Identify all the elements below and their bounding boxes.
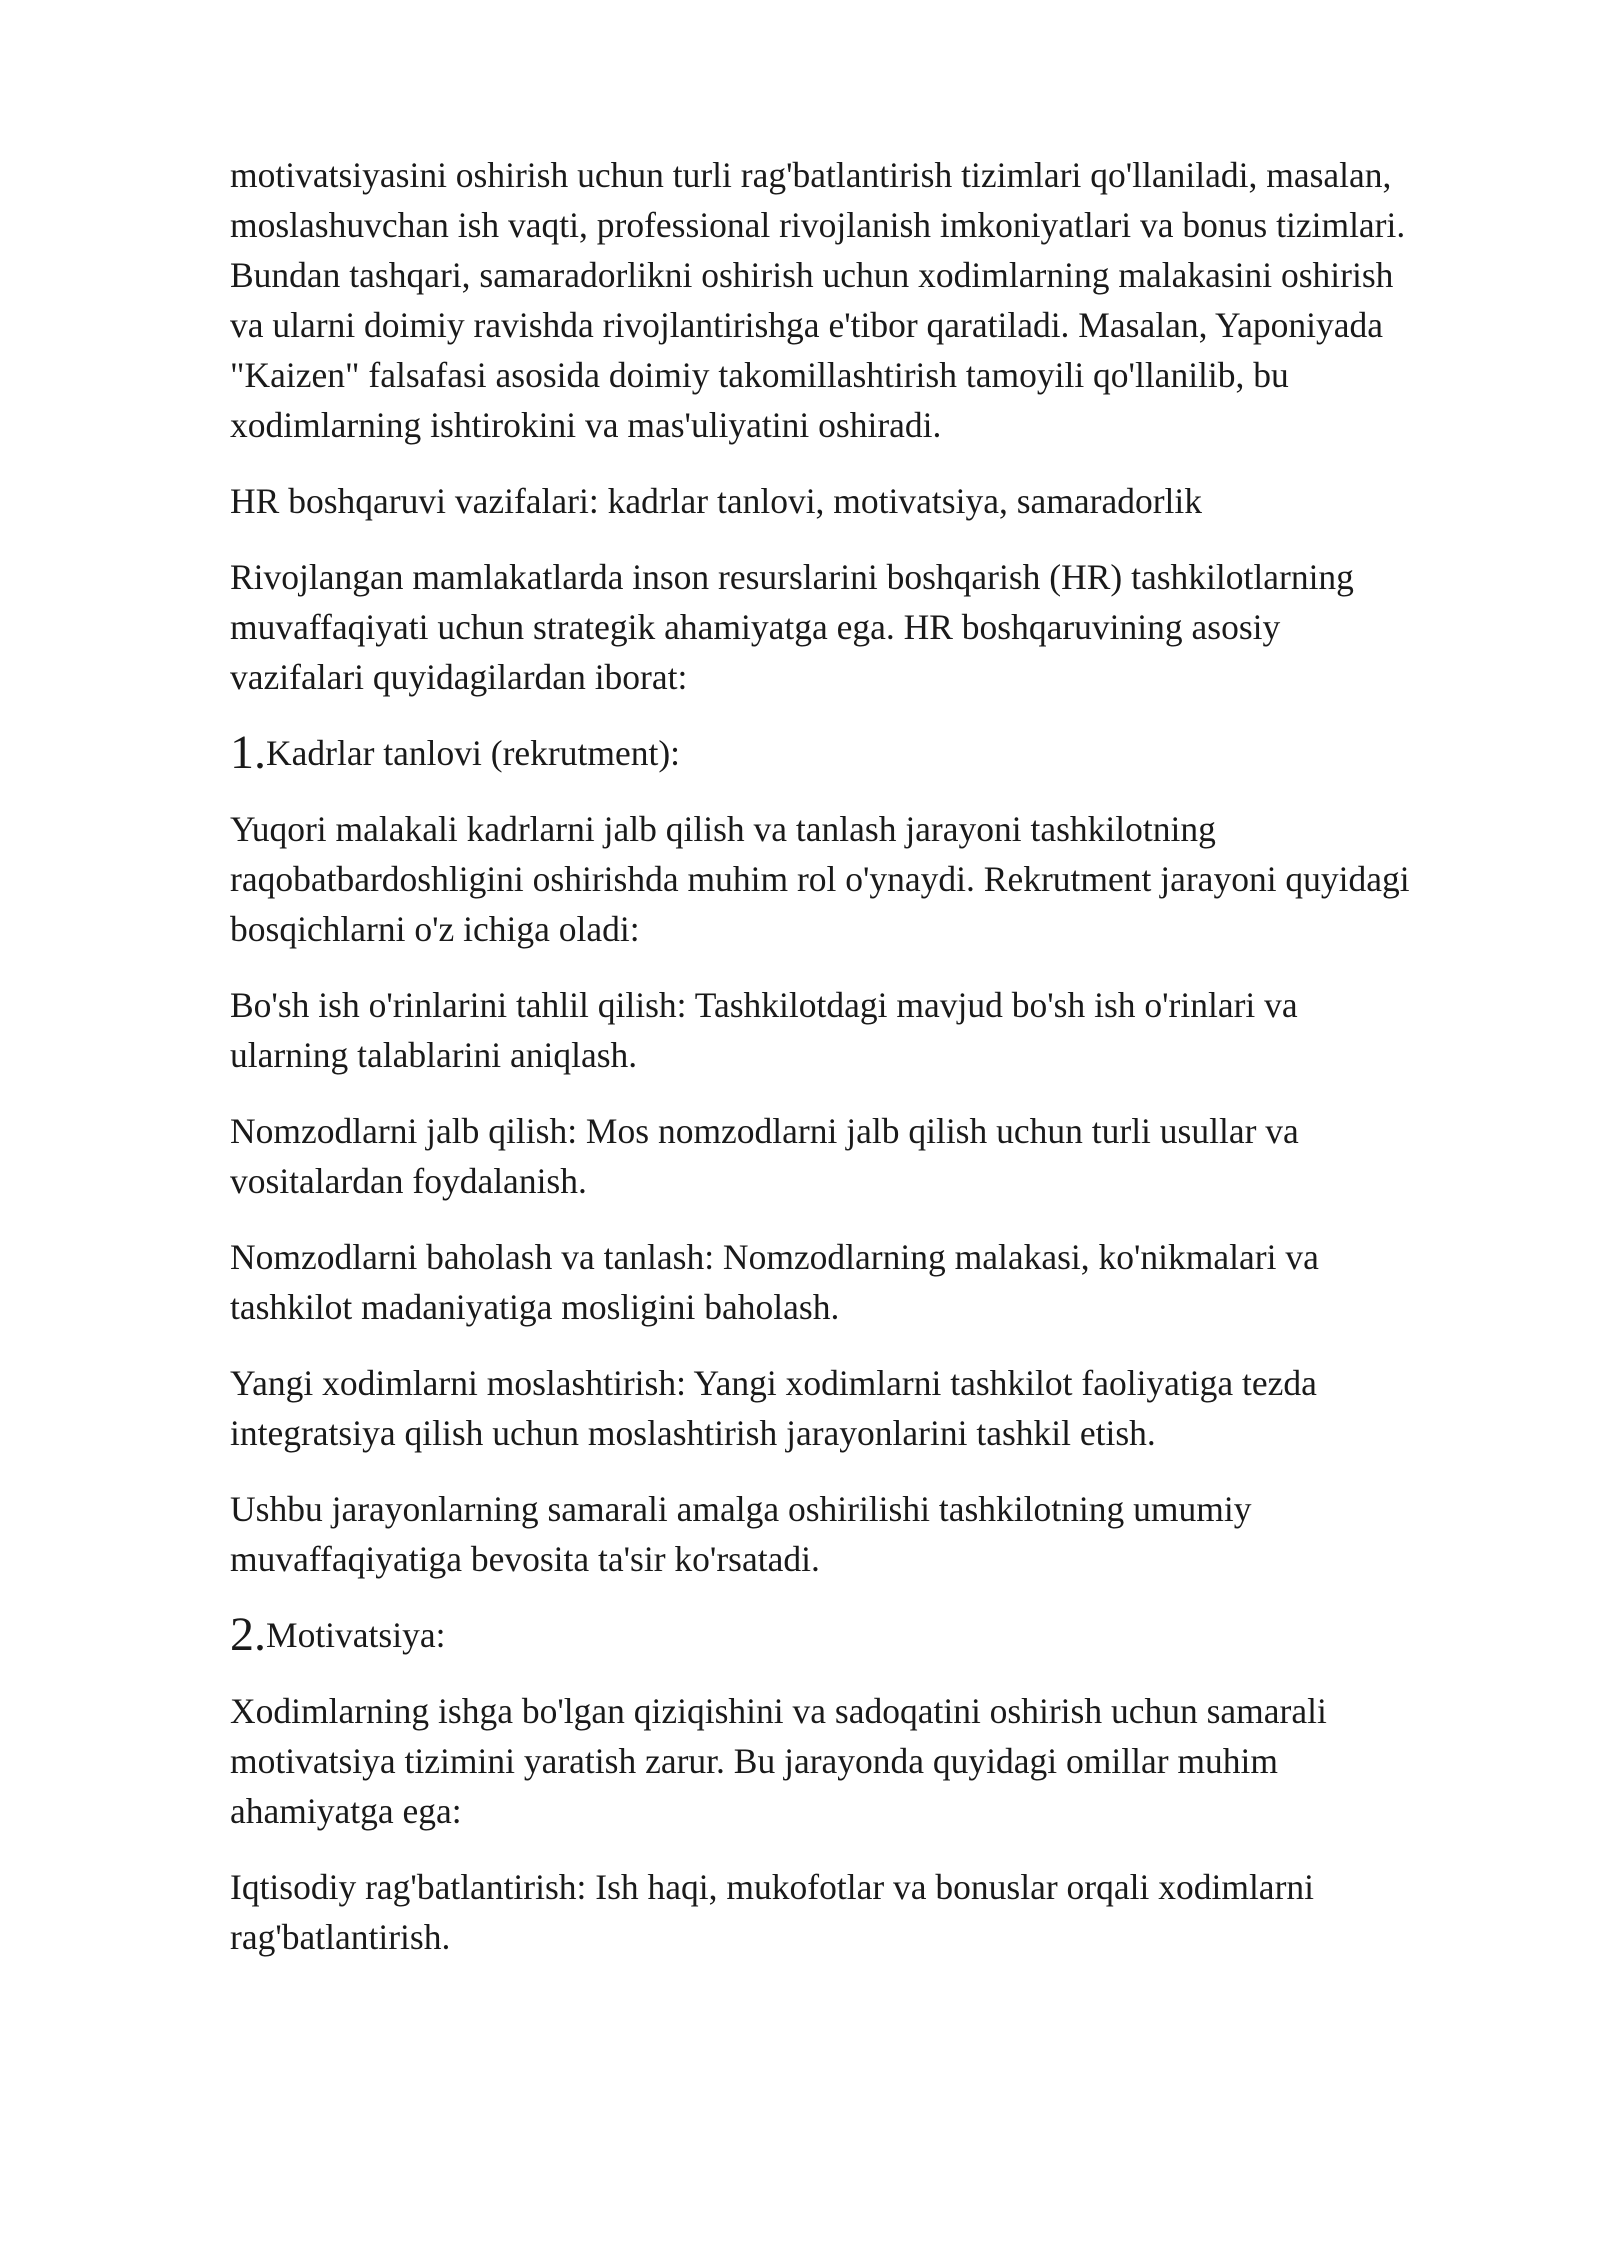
text-line: muvaffaqiyatiga bevosita ta'sir ko'rsatadi. [230, 1539, 820, 1579]
text-line: vositalardan foydalanish. [230, 1161, 587, 1201]
text-line: ahamiyatga ega: [230, 1791, 462, 1831]
text-line: Nomzodlarni baholash va tanlash: Nomzodlarning malakasi, ko'nikmalari va [230, 1237, 1319, 1277]
text-line: motivatsiyasini oshirish uchun turli rag'batlantirish tizimlari qo'llaniladi, masalan, [230, 155, 1392, 195]
text-line: integratsiya qilish uchun moslashtirish jarayonlarini tashkil etish. [230, 1413, 1156, 1453]
section-title: Kadrlar tanlovi (rekrutment): [266, 733, 681, 773]
paragraph-hr-intro [230, 552, 1510, 702]
text-line: Yangi xodimlarni moslashtirish: Yangi xodimlarni tashkilot faoliyatiga tezda [230, 1363, 1317, 1403]
text-line: vazifalari quyidagilardan iborat: [230, 657, 688, 697]
text-line: HR boshqaruvi vazifalari: kadrlar tanlovi, motivatsiya, samaradorlik [230, 481, 1203, 521]
text-line: rag'batlantirish. [230, 1917, 451, 1957]
text-line: tashkilot madaniyatiga mosligini baholash. [230, 1287, 840, 1327]
text-line: motivatsiya tizimini yaratish zarur. Bu jarayonda quyidagi omillar muhim [230, 1741, 1279, 1781]
section-title: Motivatsiya: [266, 1615, 446, 1655]
section-heading-motivation [230, 1610, 1510, 1660]
text-line: Iqtisodiy rag'batlantirish: Ish haqi, mukofotlar va bonuslar orqali xodimlarni [230, 1867, 1314, 1907]
paragraph-motivation-intro [230, 1686, 1510, 1836]
text-line: "Kaizen" falsafasi asosida doimiy takomillashtirish tamoyili qo'llanilib, bu [230, 355, 1289, 395]
text-line: Ushbu jarayonlarning samarali amalga oshirilishi tashkilotning umumiy [230, 1489, 1252, 1529]
text-line: raqobatbardoshligini oshirishda muhim rol o'ynaydi. Rekrutment jarayoni quyidagi [230, 859, 1410, 899]
paragraph-economic-incentives [230, 1862, 1510, 1962]
paragraph-recruitment-conclusion [230, 1484, 1510, 1584]
section-number: 1. [230, 726, 266, 779]
paragraph-vacancy-analysis [230, 980, 1510, 1080]
text-line: xodimlarning ishtirokini va mas'uliyatini oshiradi. [230, 405, 942, 445]
paragraph-candidate-evaluation [230, 1232, 1510, 1332]
text-line: Bundan tashqari, samaradorlikni oshirish uchun xodimlarning malakasini oshirish [230, 255, 1394, 295]
text-line: va ularni doimiy ravishda rivojlantirishga e'tibor qaratiladi. Masalan, Yaponiyada [230, 305, 1383, 345]
text-line: moslashuvchan ish vaqti, professional rivojlanish imkoniyatlari va bonus tizimlari. [230, 205, 1406, 245]
section-heading-recruitment [230, 728, 1510, 778]
paragraph-candidate-attraction [230, 1106, 1510, 1206]
text-line: Xodimlarning ishga bo'lgan qiziqishini va sadoqatini oshirish uchun samarali [230, 1691, 1327, 1731]
text-line: ularning talablarini aniqlash. [230, 1035, 638, 1075]
text-line: Rivojlangan mamlakatlarda inson resurslarini boshqarish (HR) tashkilotlarning [230, 557, 1354, 597]
paragraph-recruitment-intro [230, 804, 1510, 954]
paragraph-onboarding [230, 1358, 1510, 1458]
text-line: muvaffaqiyati uchun strategik ahamiyatga ega. HR boshqaruvining asosiy [230, 607, 1281, 647]
text-line: bosqichlarni o'z ichiga oladi: [230, 909, 640, 949]
document-body [230, 150, 1510, 1988]
text-line: Yuqori malakali kadrlarni jalb qilish va tanlash jarayoni tashkilotning [230, 809, 1216, 849]
paragraph-motivation-systems [230, 150, 1510, 450]
text-line: Bo'sh ish o'rinlarini tahlil qilish: Tashkilotdagi mavjud bo'sh ish o'rinlari va [230, 985, 1298, 1025]
section-number: 2. [230, 1608, 266, 1661]
paragraph-hr-tasks-subtitle [230, 476, 1510, 526]
text-line: Nomzodlarni jalb qilish: Mos nomzodlarni jalb qilish uchun turli usullar va [230, 1111, 1299, 1151]
